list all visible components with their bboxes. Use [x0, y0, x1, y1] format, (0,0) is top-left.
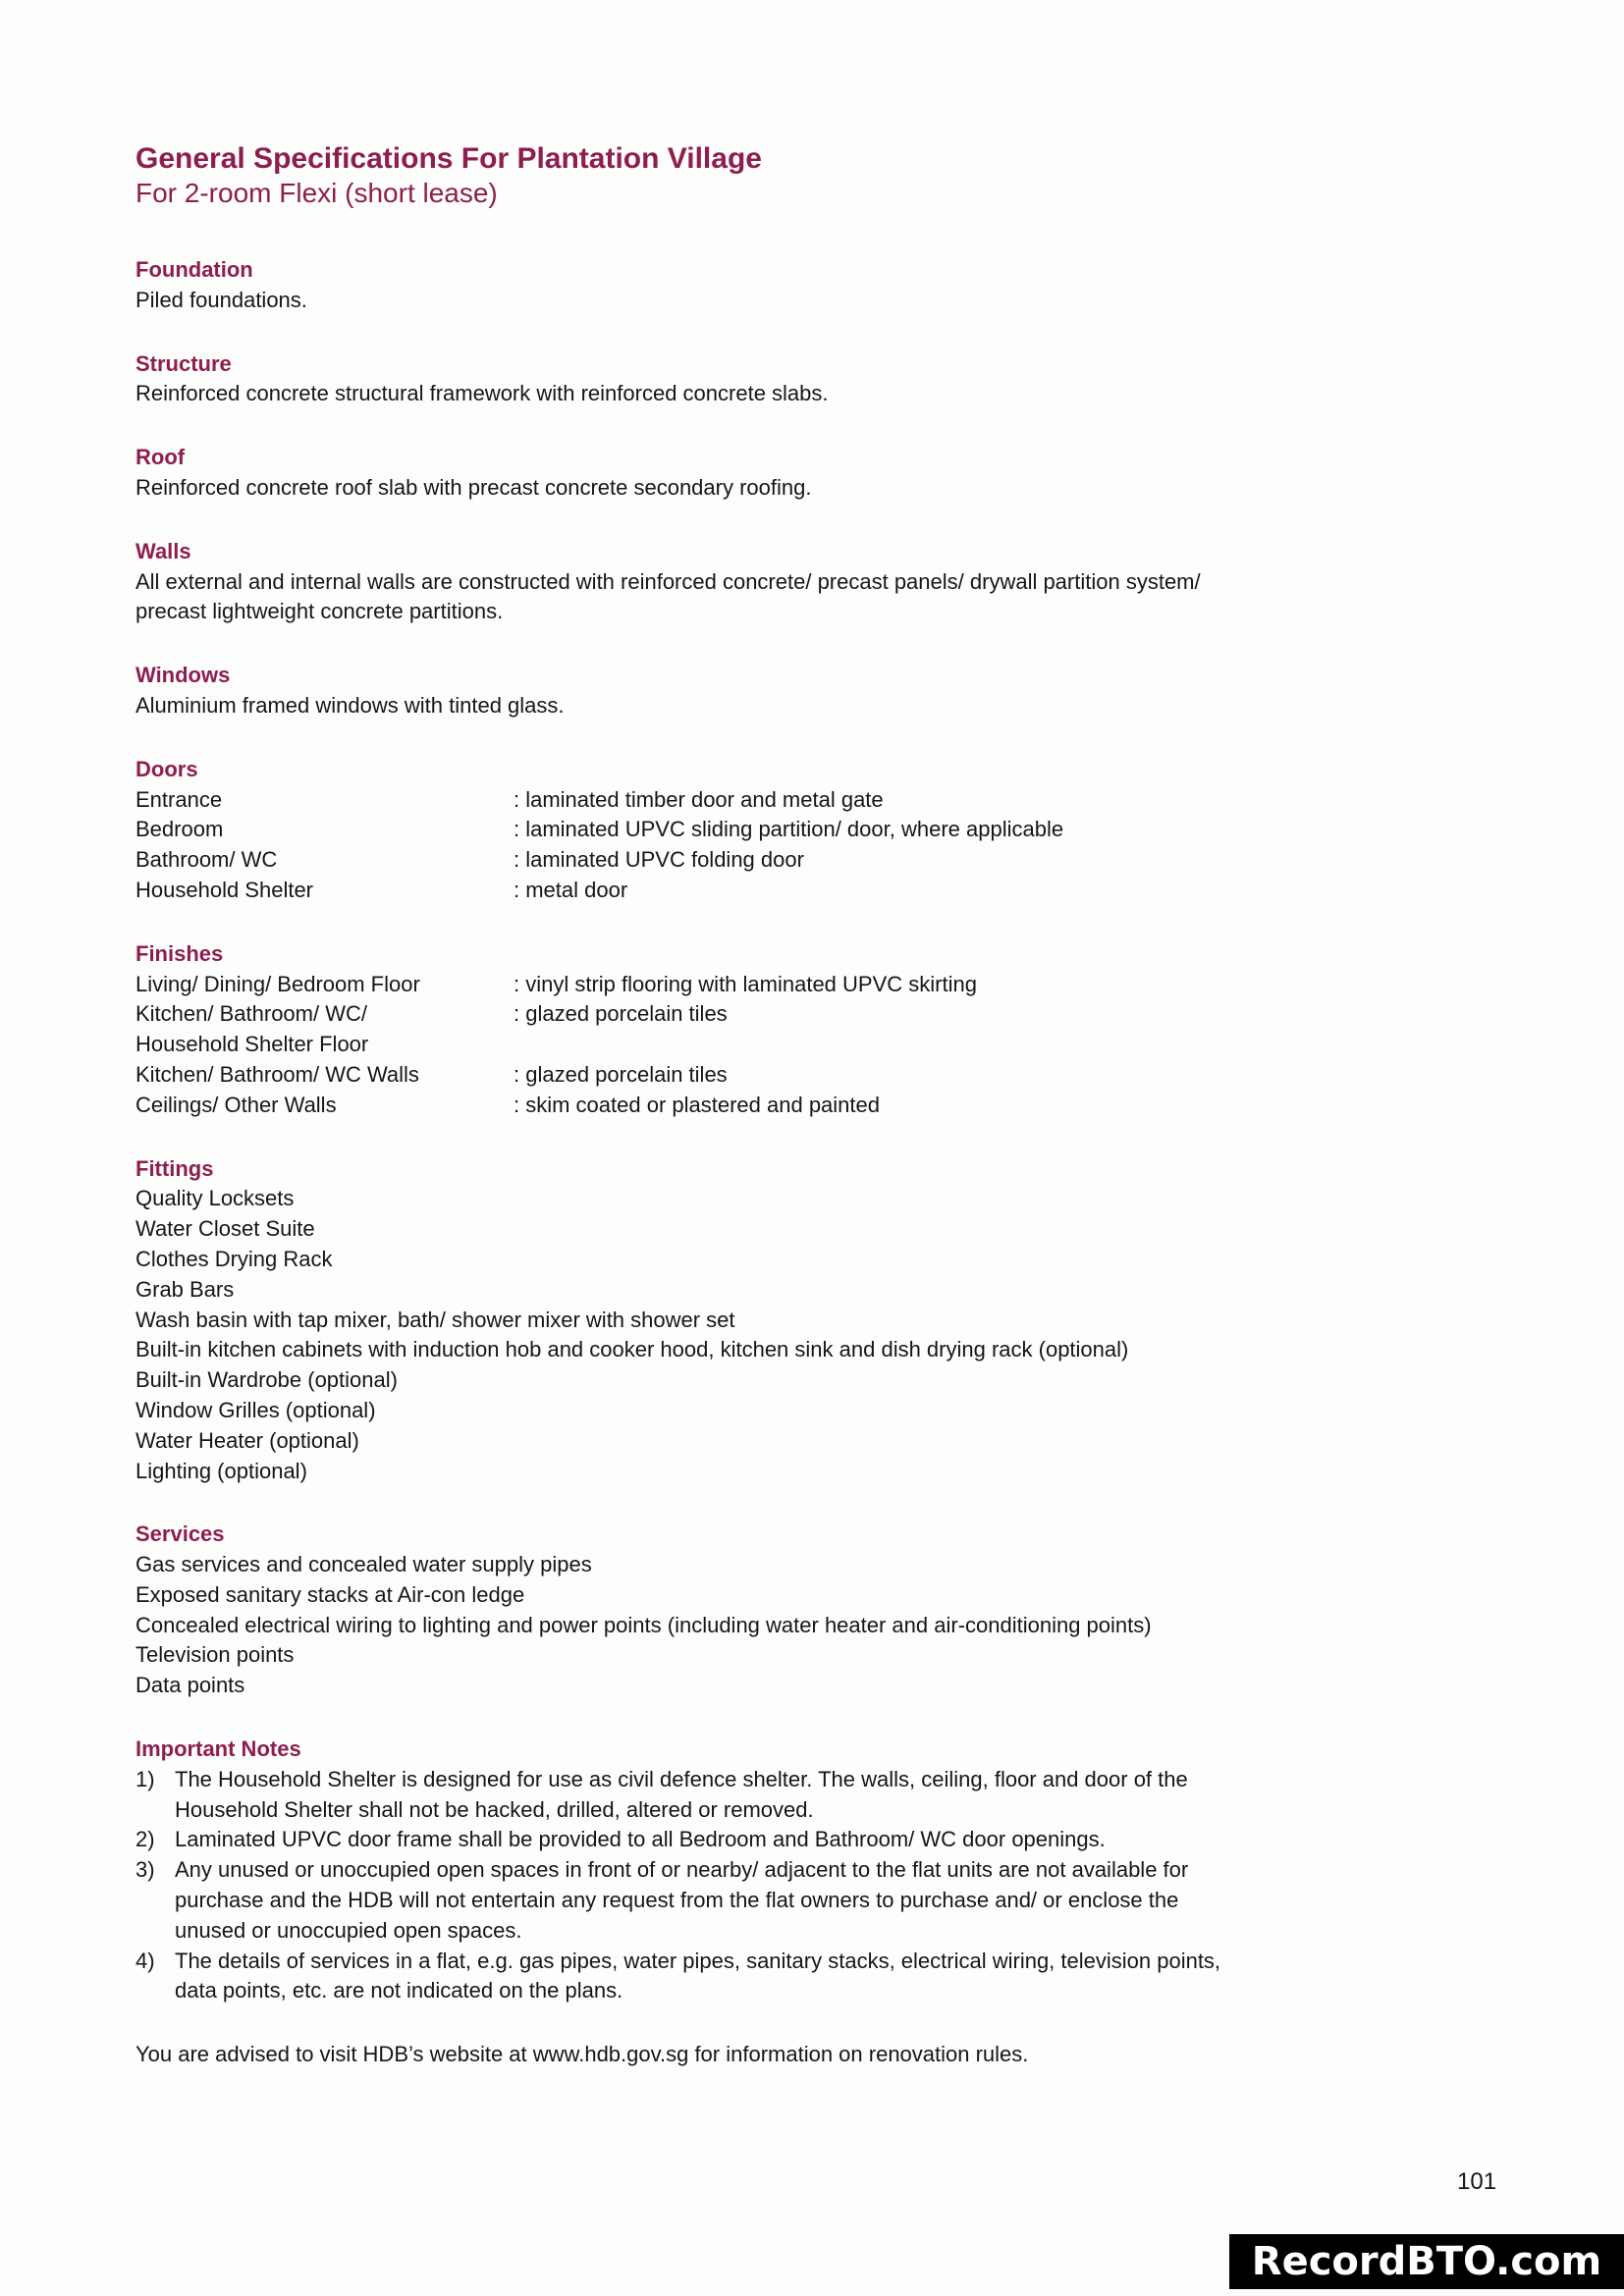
windows-text: Aluminium framed windows with tinted glass.	[135, 692, 565, 718]
table-row	[135, 785, 1510, 816]
section-important-notes	[135, 1735, 1510, 2006]
note-number: 3)	[135, 1857, 155, 1883]
fittings-item: Built-in Wardrobe (optional)	[135, 1367, 398, 1393]
section-heading-finishes: Finishes	[135, 940, 224, 966]
page-title: General Specifications For Plantation Village	[135, 142, 762, 175]
spec-label-line: Living/ Dining/ Bedroom Floor	[135, 971, 420, 996]
fittings-item: Wash basin with tap mixer, bath/ shower mixer with shower set	[135, 1307, 735, 1332]
table-row	[135, 999, 1510, 1060]
spec-label	[135, 999, 514, 1060]
note-line: purchase and the HDB will not entertain any request from the flat owners to purchase and/ or enclose the	[175, 1888, 1179, 1913]
section-heading-fittings: Fittings	[135, 1155, 214, 1181]
spec-label	[135, 970, 514, 1000]
section-heading-important-notes: Important Notes	[135, 1736, 301, 1762]
watermark-banner	[1229, 2234, 1624, 2289]
section-windows	[135, 661, 1510, 721]
note-line: The Household Shelter is designed for use as civil defence shelter. The walls, ceiling, floor and door of the	[175, 1766, 1188, 1791]
section-roof	[135, 443, 1510, 504]
note-text	[175, 1855, 1188, 1946]
note-item	[135, 1825, 1510, 1855]
note-line: The details of services in a flat, e.g. gas pipes, water pipes, sanitary stacks, electrical wiring, television points,	[175, 1948, 1221, 1973]
spec-label: Entrance	[135, 786, 223, 812]
watermark-text: RecordBTO.com	[1251, 2239, 1602, 2284]
note-number: 4)	[135, 1948, 155, 1973]
spec-value: : glazed porcelain tiles	[514, 1001, 728, 1027]
page-number: 101	[1457, 2168, 1497, 2195]
section-heading-roof: Roof	[135, 445, 186, 470]
table-row	[135, 1060, 1510, 1091]
fittings-item: Water Closet Suite	[135, 1216, 315, 1242]
table-row	[135, 1091, 1510, 1121]
fittings-item: Clothes Drying Rack	[135, 1246, 333, 1271]
services-item: Exposed sanitary stacks at Air-con ledge	[135, 1581, 525, 1607]
table-row	[135, 815, 1510, 845]
fittings-item: Grab Bars	[135, 1276, 235, 1302]
fittings-item: Quality Locksets	[135, 1186, 295, 1211]
note-item	[135, 1765, 1510, 1826]
section-heading-structure: Structure	[135, 350, 232, 376]
foundation-text: Piled foundations.	[135, 287, 307, 312]
note-line: Household Shelter shall not be hacked, drilled, altered or removed.	[175, 1796, 814, 1822]
roof-text: Reinforced concrete roof slab with precast concrete secondary roofing.	[135, 474, 812, 500]
section-services	[135, 1520, 1510, 1701]
spec-value: : laminated UPVC sliding partition/ door, where applicable	[514, 817, 1064, 842]
section-heading-walls: Walls	[135, 538, 191, 563]
section-heading-windows: Windows	[135, 663, 231, 688]
services-item: Television points	[135, 1642, 295, 1668]
spec-label: Bedroom	[135, 817, 224, 842]
note-line: Laminated UPVC door frame shall be provided to all Bedroom and Bathroom/ WC door openings.	[175, 1827, 1106, 1852]
note-line: Any unused or unoccupied open spaces in front of or nearby/ adjacent to the flat units are not available for	[175, 1857, 1189, 1883]
note-line: unused or unoccupied open spaces.	[175, 1917, 522, 1943]
services-item: Gas services and concealed water supply pipes	[135, 1552, 592, 1577]
document-content	[135, 140, 1510, 2070]
fittings-item: Window Grilles (optional)	[135, 1397, 376, 1422]
services-item: Data points	[135, 1673, 245, 1698]
note-item	[135, 1855, 1510, 1946]
note-line: data points, etc. are not indicated on the plans.	[175, 1978, 623, 2003]
section-structure	[135, 349, 1510, 410]
spec-label	[135, 1091, 514, 1121]
spec-value: : vinyl strip flooring with laminated UPVC skirting	[514, 971, 977, 996]
table-row	[135, 845, 1510, 876]
spec-label-line: Kitchen/ Bathroom/ WC Walls	[135, 1061, 419, 1087]
spec-value: : glazed porcelain tiles	[514, 1061, 728, 1087]
note-text	[175, 1947, 1220, 2007]
note-number: 1)	[135, 1766, 155, 1791]
section-finishes	[135, 939, 1510, 1121]
note-text	[175, 1765, 1188, 1826]
section-foundation	[135, 255, 1510, 316]
spec-label: Bathroom/ WC	[135, 847, 278, 873]
spec-label: Household Shelter	[135, 877, 314, 902]
spec-label-line: Household Shelter Floor	[135, 1032, 369, 1057]
note-text	[175, 1825, 1106, 1855]
table-row	[135, 876, 1510, 906]
fittings-item: Built-in kitchen cabinets with induction hob and cooker hood, kitchen sink and dish drying rack (optional)	[135, 1337, 1129, 1362]
closing-note: You are advised to visit HDB’s website at www.hdb.gov.sg for information on renovation rules.	[135, 2042, 1029, 2067]
fittings-item: Water Heater (optional)	[135, 1427, 359, 1453]
spec-label-line: Ceilings/ Other Walls	[135, 1092, 337, 1117]
note-number: 2)	[135, 1827, 155, 1852]
title-block	[135, 140, 1510, 210]
section-heading-foundation: Foundation	[135, 257, 253, 282]
spec-label	[135, 1060, 514, 1091]
walls-text-line: All external and internal walls are constructed with reinforced concrete/ precast panels/ drywall partition system/	[135, 568, 1201, 594]
page-subtitle: For 2-room Flexi (short lease)	[135, 178, 498, 208]
walls-text-line: precast lightweight concrete partitions.	[135, 599, 504, 624]
section-fittings	[135, 1154, 1510, 1487]
note-item	[135, 1947, 1510, 2007]
services-item: Concealed electrical wiring to lighting and power points (including water heater and air-conditioning points)	[135, 1612, 1152, 1637]
spec-value: : laminated timber door and metal gate	[514, 786, 884, 812]
section-heading-services: Services	[135, 1522, 225, 1547]
spec-value: : metal door	[514, 877, 628, 902]
table-row	[135, 970, 1510, 1000]
spec-value: : skim coated or plastered and painted	[514, 1092, 881, 1117]
section-walls	[135, 537, 1510, 627]
spec-value: : laminated UPVC folding door	[514, 847, 804, 873]
section-doors	[135, 755, 1510, 906]
spec-label-line: Kitchen/ Bathroom/ WC/	[135, 1001, 367, 1027]
structure-text: Reinforced concrete structural framework with reinforced concrete slabs.	[135, 381, 829, 406]
section-heading-doors: Doors	[135, 756, 198, 781]
fittings-item: Lighting (optional)	[135, 1458, 307, 1483]
